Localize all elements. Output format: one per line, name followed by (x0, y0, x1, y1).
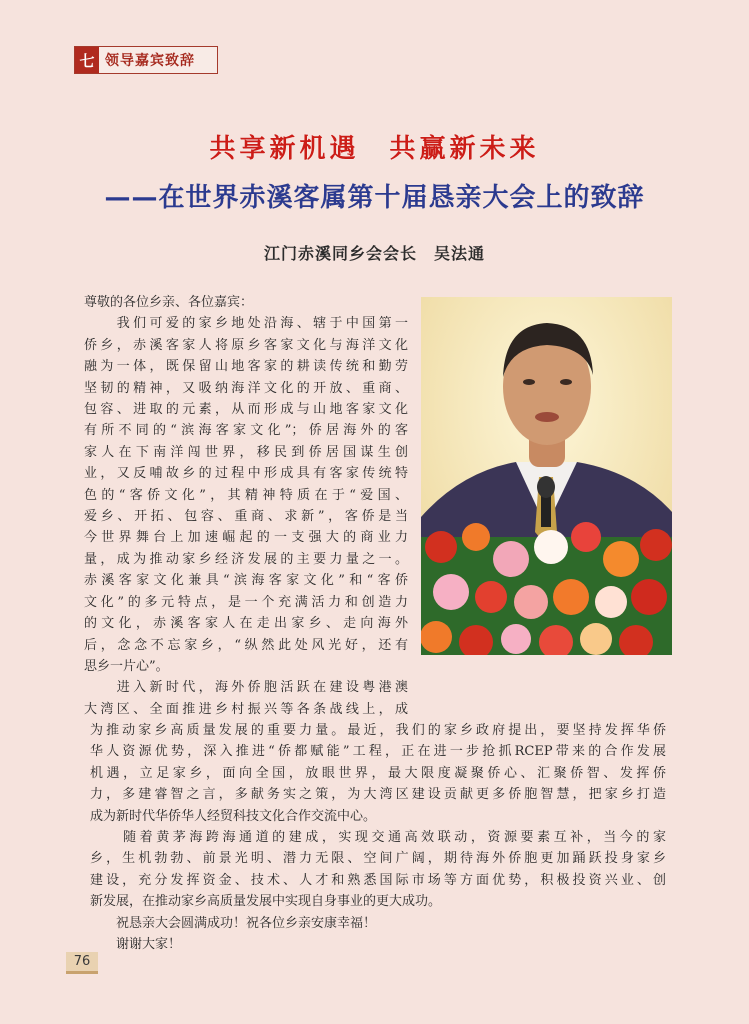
text-line: 融为一体，既保留山地客家的耕读传统和勤劳 (84, 359, 408, 375)
text-line: 爱乡、开拓、包容、重商、求新”，客侨是当 (84, 509, 408, 525)
page-number: 76 (66, 952, 98, 974)
text-line: 华人资源优势，深入推进“侨都赋能”工程，正在进一步抢抓RCEP带来的合作发展 (90, 744, 666, 760)
text-line: 新发展，在推动家乡高质量发展中实现自身事业的更大成功。 (90, 894, 442, 910)
text-line: 家人在下南洋闯世界，移民到侨居国谋生创 (84, 444, 408, 460)
text-line: 赤溪客家文化兼具“滨海客家文化”和“客侨 (84, 573, 408, 589)
section-label: 领导嘉宾致辞 (105, 53, 195, 69)
text-line: 建设，充分发挥资金、技术、人才和熟悉国际市场等方面优势，积极投资兴业、创 (90, 872, 666, 888)
text-line: 色的“客侨文化”，其精神特质在于“爱国、 (84, 487, 408, 503)
body-text-narrow (84, 292, 408, 720)
text-line: 业，又反哺故乡的过程中形成具有客家传统特 (84, 466, 408, 482)
page-subtitle: ——在世界赤溪客属第十届恳亲大会上的致辞 (104, 183, 645, 213)
text-line: 侨乡，赤溪客家人将原乡客家文化与海洋文化 (84, 337, 408, 353)
speaker-photo (421, 297, 672, 655)
text-line: 的文化，赤溪客家人在走出家乡、走向海外 (84, 616, 408, 632)
author-line: 江门赤溪同乡会会长 吴法通 (263, 244, 485, 263)
text-line: 包容、进取的元素，从而形成与山地客家文化 (84, 402, 408, 418)
text-line: 乡，生机勃勃、前景光明、潜力无限、空间广阔，期待海外侨胞更加踊跃投身家乡 (90, 851, 666, 867)
text-line: 随着黄茅海跨海通道的建成，实现交通高效联动，资源要素互补，当今的家 (90, 830, 666, 846)
text-line: 我们可爱的家乡地处沿海、辖于中国第一 (84, 316, 408, 332)
text-line: 坚韧的精神，又吸纳海洋文化的开放、重商、 (84, 380, 408, 396)
speaker-photo-illustration (421, 297, 672, 655)
text-line: 大湾区、全面推进乡村振兴等各条战线上，成 (84, 701, 408, 717)
text-line: 尊敬的各位乡亲、各位嘉宾： (84, 295, 254, 310)
text-line: 力，多建睿智之言，多献务实之策，为大湾区建设贡献更多侨胞智慧，把家乡打造 (90, 787, 666, 803)
section-tag (74, 46, 218, 74)
text-line: 谢谢大家！ (90, 937, 182, 953)
text-line: 进入新时代，海外侨胞活跃在建设粤港澳 (84, 680, 408, 696)
page-title: 共享新机遇 共赢新未来 (209, 134, 540, 164)
text-line: 成为新时代华侨华人经贸科技文化合作交流中心。 (90, 808, 377, 824)
text-line: 量，成为推动家乡经济发展的主要力量之一。 (84, 551, 408, 567)
body-text-wide (90, 720, 666, 955)
text-line: 有所不同的“滨海客家文化”；侨居海外的客 (84, 423, 408, 439)
text-line: 祝恳亲大会圆满成功！祝各位乡亲安康幸福！ (90, 915, 377, 931)
section-number: 七 (75, 47, 99, 73)
text-line: 思乡一片心”。 (84, 658, 169, 674)
text-line: 今世界舞台上加速崛起的一支强大的商业力 (84, 530, 408, 546)
text-line: 后，念念不忘家乡，“纵然此处风光好，还有 (84, 637, 408, 653)
text-line: 机遇，立足家乡，面向全国，放眼世界，最大限度凝聚侨心、汇聚侨智、发挥侨 (90, 765, 666, 781)
text-line: 文化”的多元特点，是一个充满活力和创造力 (84, 594, 408, 610)
text-line: 为推动家乡高质量发展的重要力量。最近，我们的家乡政府提出，要坚持发挥华侨 (90, 723, 666, 738)
